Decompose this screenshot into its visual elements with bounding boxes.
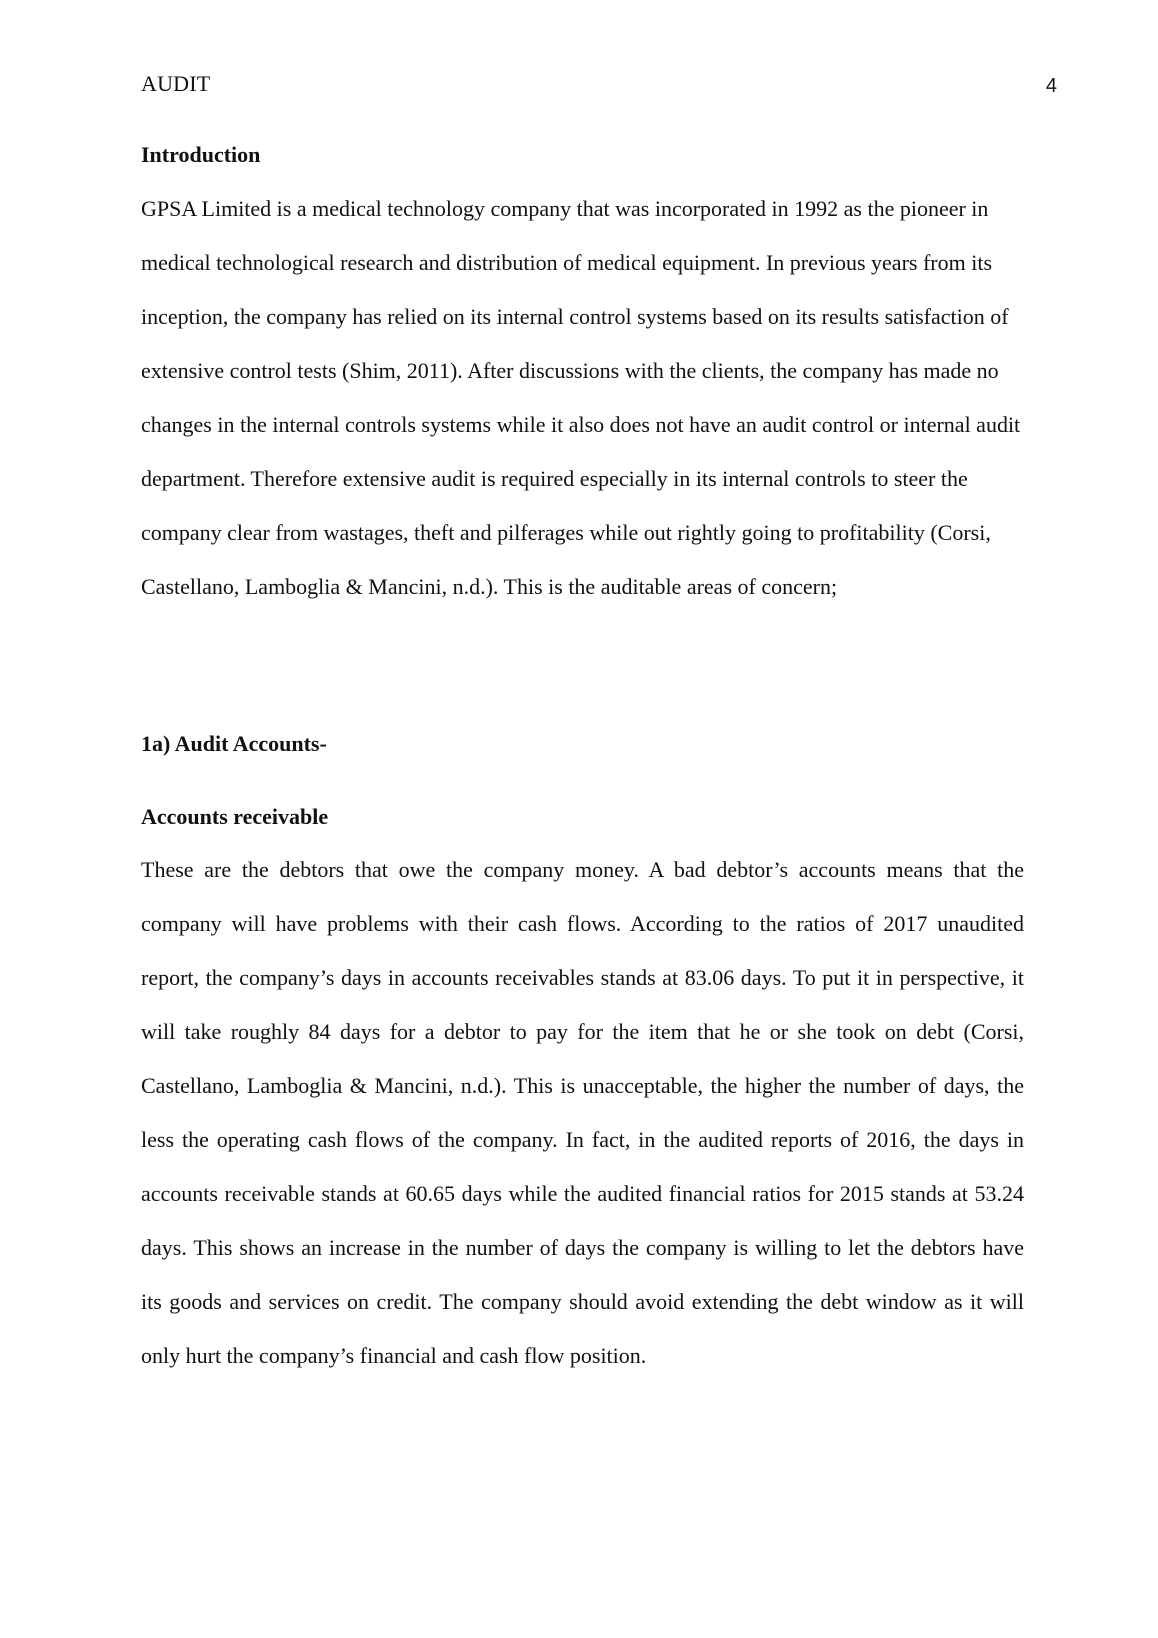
- introduction-heading: Introduction: [141, 142, 261, 167]
- running-head: AUDIT: [141, 71, 211, 96]
- audit-accounts-heading: 1a) Audit Accounts-: [141, 731, 327, 756]
- accounts-receivable-heading: Accounts receivable: [141, 804, 329, 829]
- page-number: 4: [1045, 75, 1057, 97]
- accounts-receivable-paragraph: These are the debtors that owe the company money. A bad debtor’s accounts means that the company will have problems with their cash flows. According to the ratios of 2017 unaudited report, the company’s days in accounts receivables stands at 83.06 days. To put it in perspective, it will take roughly 84 days for a debtor to pay for the item that he or she took on debt (Corsi, Castellano, Lamboglia & Mancini, n.d.). This is unacceptable, the higher the number of days, the less the operating cash flows of the company. In fact, in the audited reports of 2016, the days in accounts receivable stands at 60.65 days while the audited financial ratios for 2015 stands at 53.24 days. This shows an increase in the number of days the company is willing to let the debtors have its goods and services on credit. The company should avoid extending the debt window as it will only hurt the company’s financial and cash flow position.: [141, 857, 1024, 1368]
- introduction-paragraph: GPSA Limited is a medical technology company that was incorporated in 1992 as the pioneer in medical technological research and distribution of medical equipment. In previous years from its inception, the company has relied on its internal control systems based on its results satisfaction of extensive control tests (Shim, 2011). After discussions with the clients, the company has made no changes in the internal controls systems while it also does not have an audit control or internal audit department. Therefore extensive audit is required especially in its internal controls to steer the company clear from wastages, theft and pilferages while out rightly going to profitability (Corsi, Castellano, Lamboglia & Mancini, n.d.). This is the auditable areas of concern;: [141, 196, 1021, 599]
